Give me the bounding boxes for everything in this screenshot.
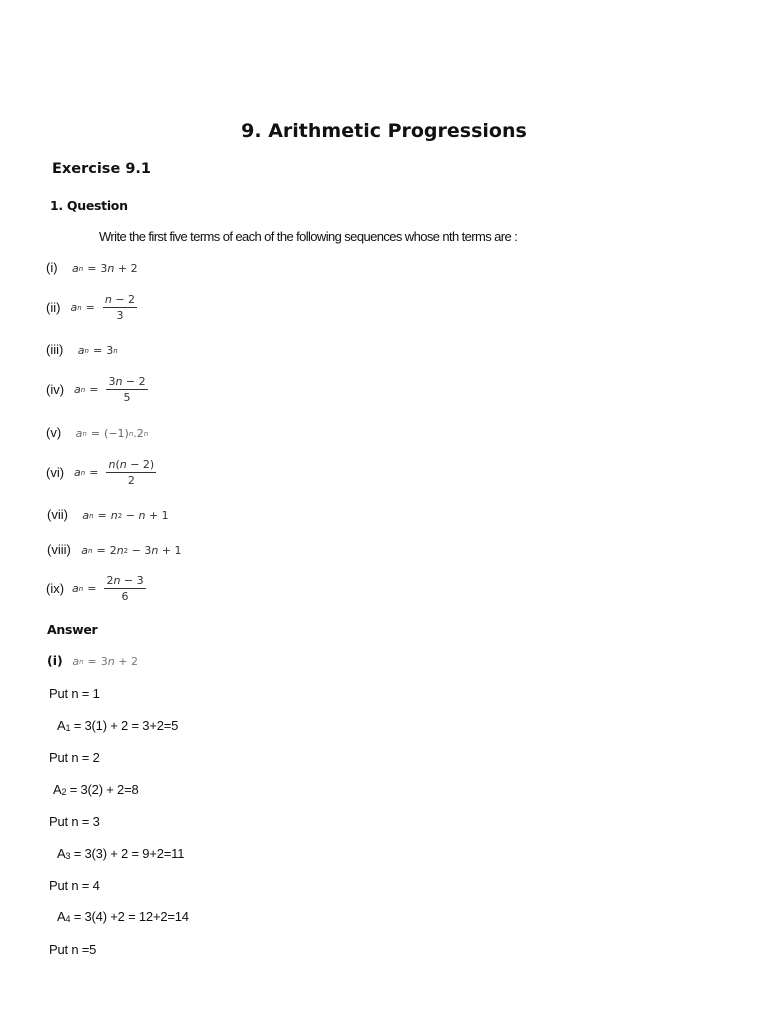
item-formula: a n = $\frac{2n - 3}{6}$ xyxy=(72,574,144,603)
sequence-item-i xyxy=(46,259,138,277)
item-label: (v) xyxy=(46,425,62,440)
answer-heading: Answer xyxy=(47,622,98,637)
answer-part-i xyxy=(47,653,138,668)
solution-step: $A_4 = 3(4) +2 = 12+2=14$ xyxy=(57,909,189,924)
sequence-item-ii xyxy=(46,293,137,322)
item-label: (vii) xyxy=(47,507,68,522)
answer-part-formula: a n = 3 n + 2 xyxy=(72,655,138,668)
sequence-item-vii xyxy=(47,506,169,524)
item-label: (i) xyxy=(46,260,58,275)
sequence-item-iv xyxy=(46,375,148,404)
item-formula: a n = $\frac{n - 2}{3}$ xyxy=(70,293,136,322)
solution-step: Put n = 4 xyxy=(49,878,100,893)
item-label: (vi) xyxy=(46,465,65,480)
question-instruction: Write the first five terms of each of the following sequences whose nth terms are : xyxy=(99,229,518,244)
solution-step: Put n = 3 xyxy=(49,814,100,829)
solution-step: $A_2 = 3(2) + 2=8$ xyxy=(53,782,139,797)
item-label: (ii) xyxy=(46,300,61,315)
sequence-item-iii xyxy=(46,341,118,359)
sequence-item-v xyxy=(46,424,148,442)
item-label: (ix) xyxy=(46,581,65,596)
solution-step: $A_3 = 3(3) + 2 = 9+2=11$ xyxy=(57,846,185,861)
item-formula: a n = n 2 − n + 1 xyxy=(82,509,169,522)
page-title: 9. Arithmetic Progressions xyxy=(241,120,527,142)
solution-step: Put n = 1 xyxy=(49,686,100,701)
sequence-item-ix xyxy=(46,574,146,603)
exercise-heading: Exercise 9.1 xyxy=(52,161,152,177)
item-formula: a n = 3 n + 2 xyxy=(72,262,138,275)
item-label: (viii) xyxy=(47,542,71,557)
item-formula: a n = $\frac{3n - 2}{5}$ xyxy=(74,375,146,404)
item-formula: a n = 2 n 2 − 3 n + 1 xyxy=(81,544,182,557)
question-heading: 1. Question xyxy=(50,198,128,213)
item-formula: a n = $\frac{n(n - 2)}{2}$ xyxy=(74,458,155,487)
answer-part-label: (i) xyxy=(47,653,63,668)
item-formula: a n = (−1) n .2 n xyxy=(75,427,149,440)
solution-step: Put n =5 xyxy=(49,942,97,957)
item-formula: a n = 3 n xyxy=(77,344,118,357)
item-label: (iv) xyxy=(46,382,65,397)
sequence-item-vi xyxy=(46,458,156,487)
sequence-item-viii xyxy=(47,541,182,559)
item-label: (iii) xyxy=(46,342,64,357)
solution-step: $A_1 = 3(1) + 2 = 3+2=5$ xyxy=(57,718,179,733)
solution-step: Put n = 2 xyxy=(49,750,100,765)
